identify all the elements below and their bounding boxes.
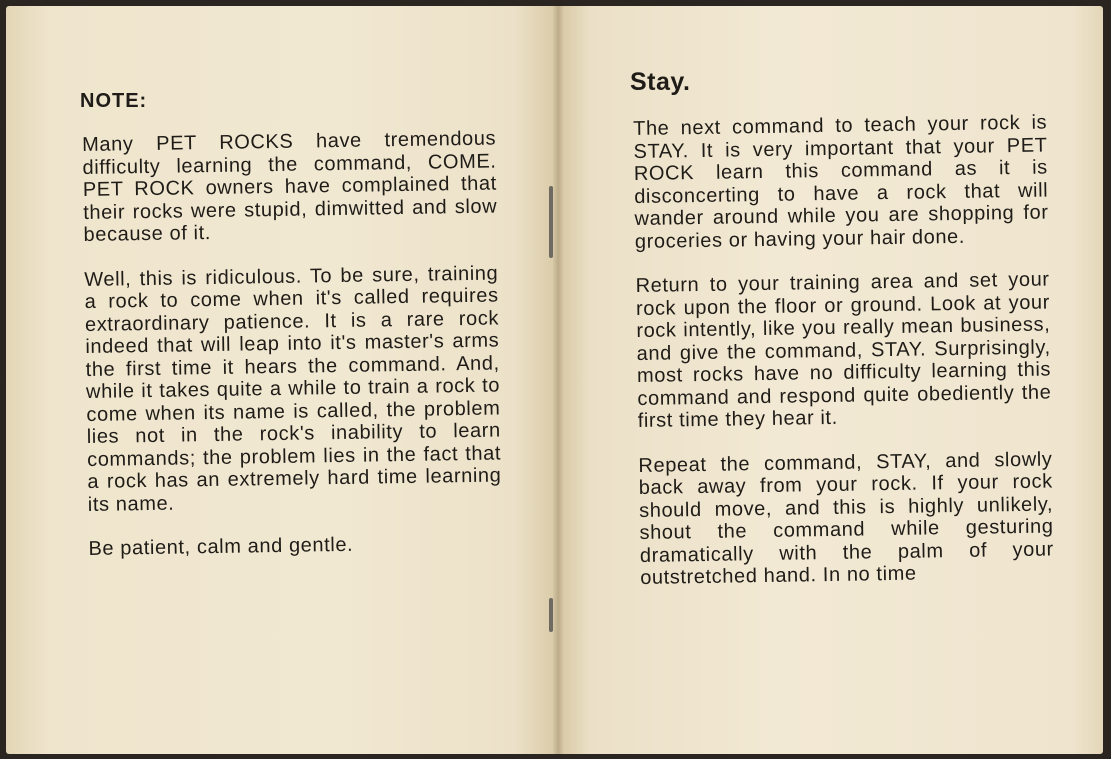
note-heading: NOTE:	[80, 90, 148, 112]
right-paragraph-2: Return to your training area and set your rock upon the floor or ground. Look at your rock intently, like you really mean business, and give the command, STAY. Surprisingly, most rocks have no difficulty learning this command and respond quite obediently the first time they hear it.	[635, 268, 1052, 432]
left-paragraph-2: Well, this is ridiculous. To be sure, training a rock to come when it's called requires extraordinary patience. It is a rare rock indeed that will leap into it's master's arms the first time it hears the command. And, while it takes quite a while to train a rock to come when its name is called, the problem lies not in the rock's inability to learn commands; the problem lies in the fact that a rock has an extremely hard time learning its name.	[84, 261, 502, 516]
staple-top	[549, 186, 553, 258]
left-page-text	[82, 127, 503, 582]
staple-bottom	[549, 598, 553, 632]
right-page-text	[633, 111, 1055, 611]
right-paragraph-3: Repeat the command, STAY, and slowly back away from your rock. If your rock should move, and this is highly unlikely, shout the command while gesturing dramatically with the palm of your outstretched hand. In no time	[638, 447, 1054, 589]
stay-heading: Stay.	[630, 68, 691, 96]
left-paragraph-3: Be patient, calm and gentle.	[88, 533, 354, 560]
right-paragraph-1: The next command to teach your rock is STAY. It is very important that your PET ROCK learn this command as it is disconcerting to have a rock that will wander around while you are shopping for groceries or having your hair done.	[633, 111, 1049, 253]
book-gutter	[553, 6, 563, 754]
left-paragraph-1: Many PET ROCKS have tremendous difficulty learning the command, COME. PET ROCK owners have complained that their rocks were stupid, dimwitted and slow because of it.	[82, 127, 498, 246]
